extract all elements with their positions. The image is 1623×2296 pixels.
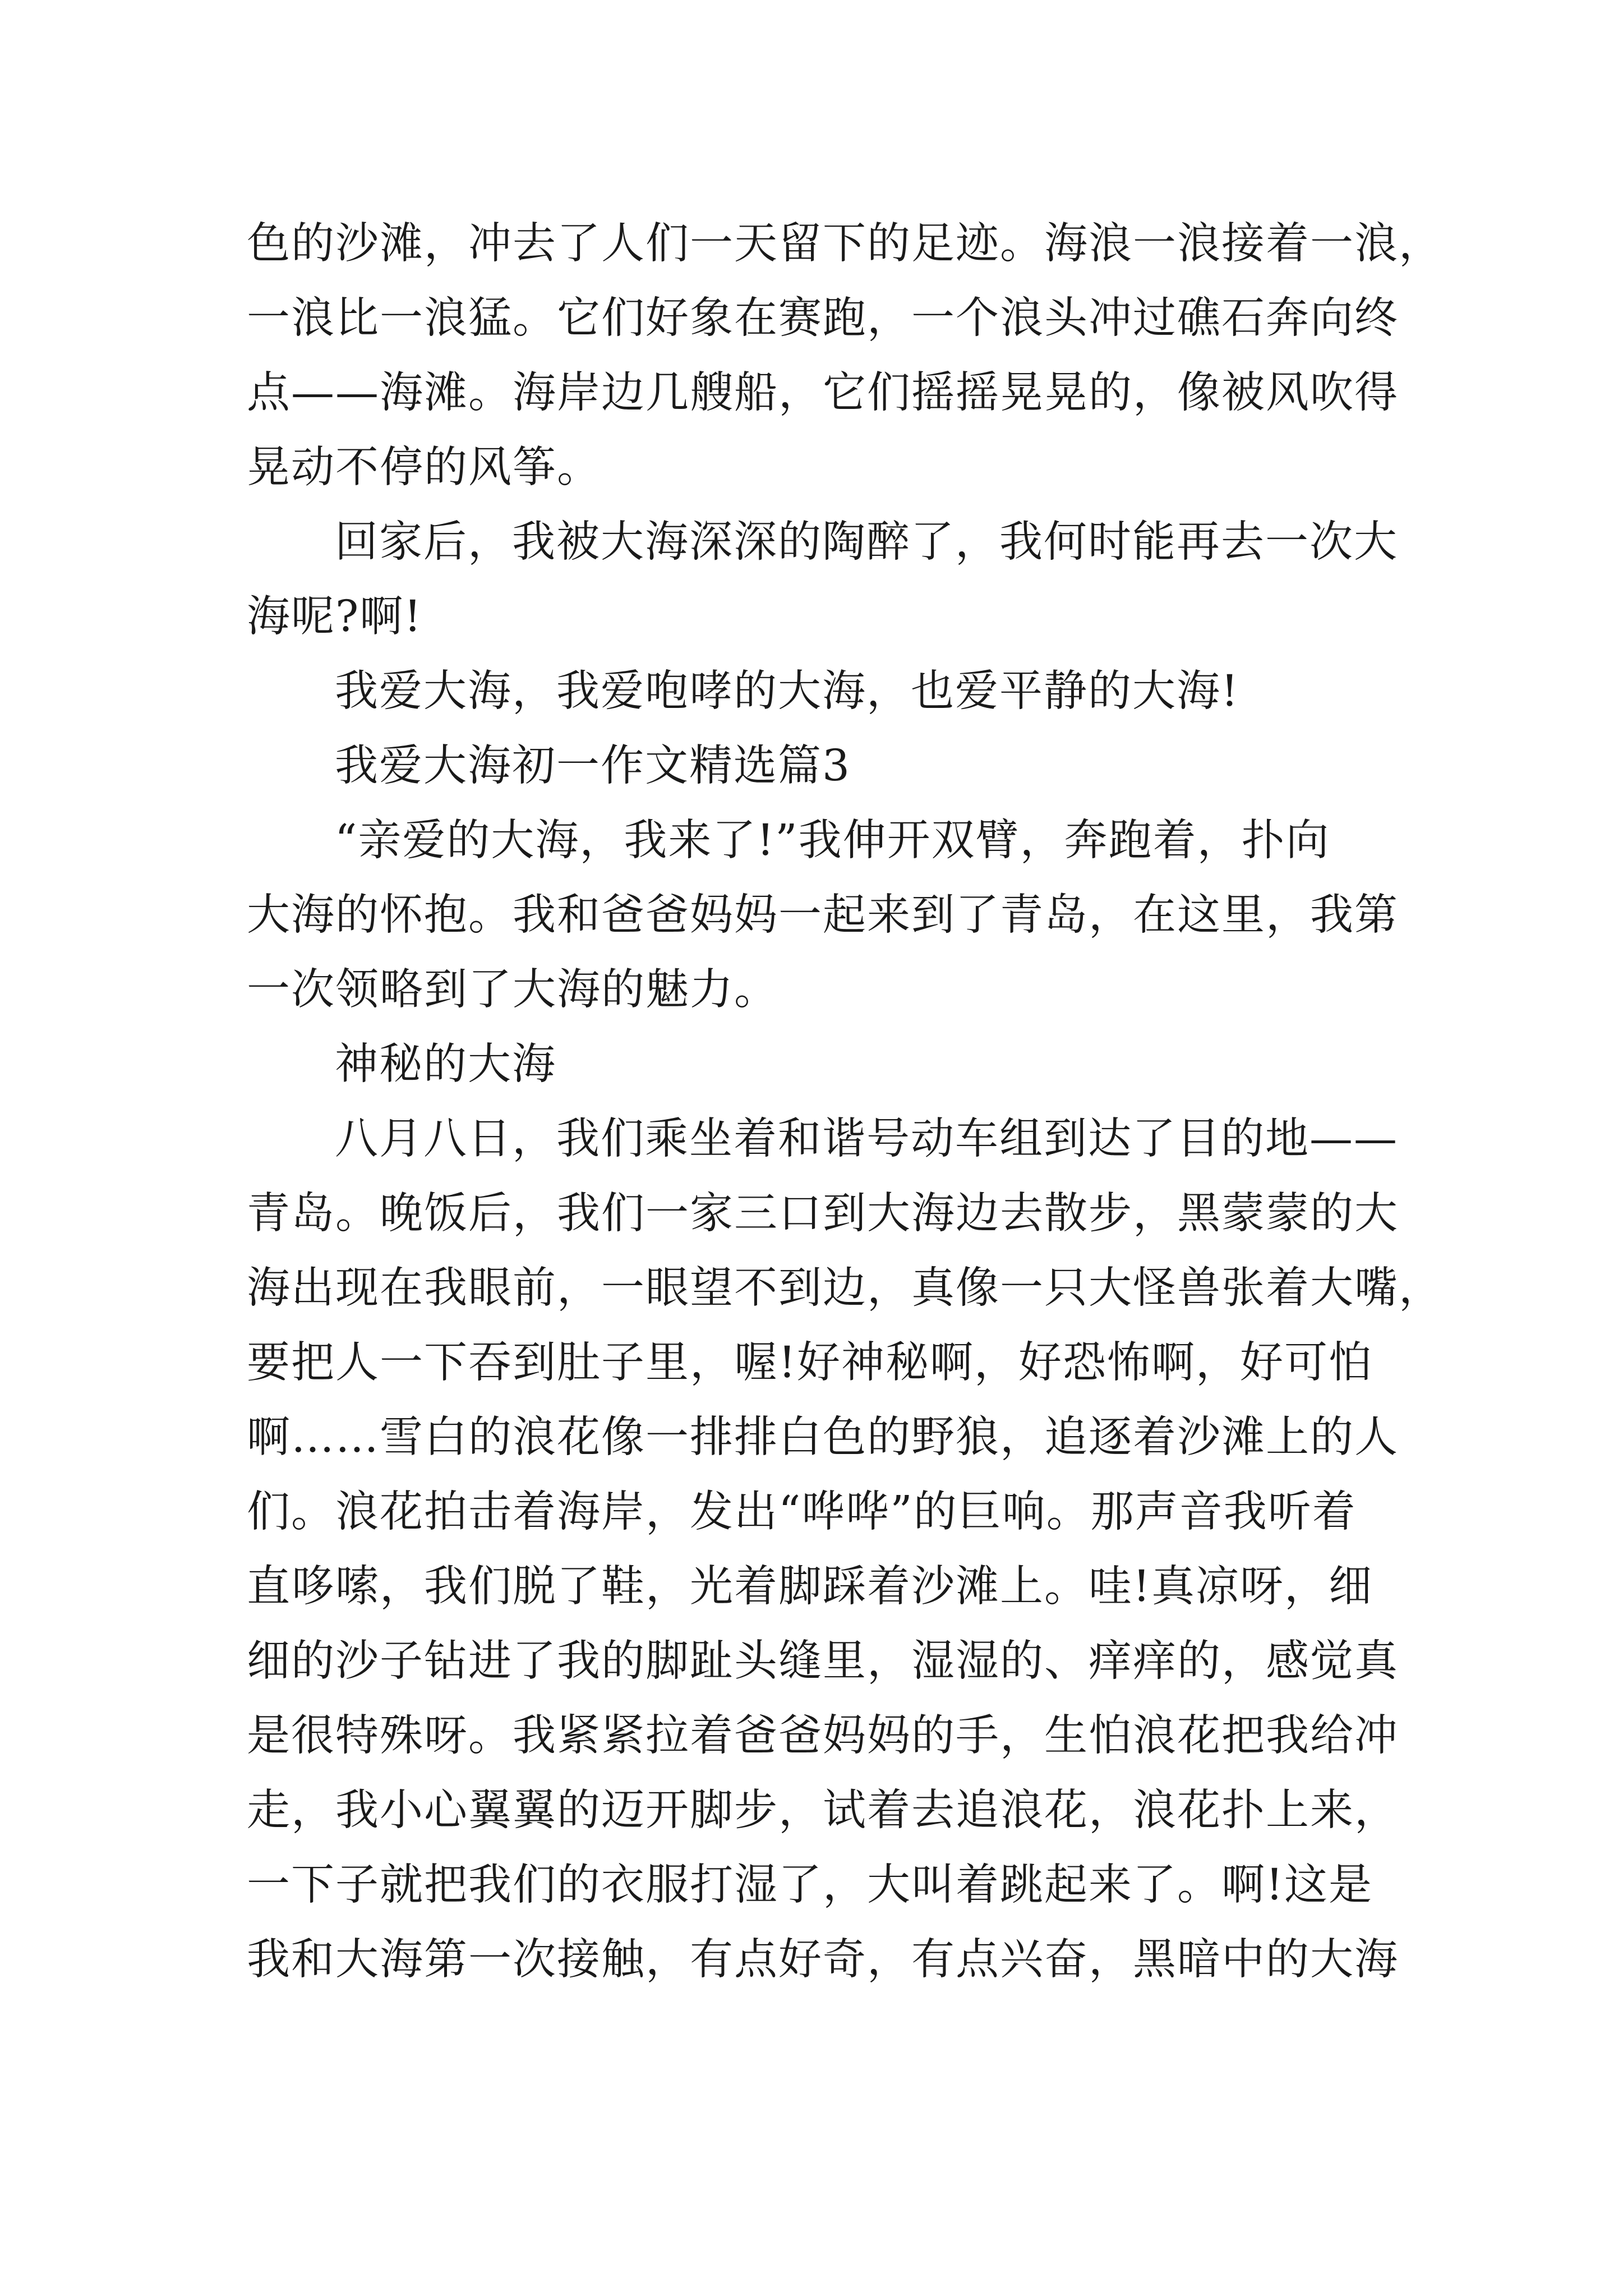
text-line: 大海的怀抱。我和爸爸妈妈一起来到了青岛，在这里，我第 [247, 890, 1399, 940]
text-line: 我爱大海，我爱咆哮的大海，也爱平静的大海! [335, 666, 1239, 716]
text-line: 直哆嗦，我们脱了鞋，光着脚踩着沙滩上。哇!真凉呀，细 [247, 1562, 1373, 1612]
text-line: 回家后，我被大海深深的陶醉了，我何时能再去一次大 [335, 517, 1398, 567]
text-line: 们。浪花拍击着海岸，发出“哗哗”的巨响。那声音我听着 [247, 1487, 1357, 1537]
text-line: 走，我小心翼翼的迈开脚步，试着去追浪花，浪花扑上来， [247, 1786, 1399, 1835]
text-line: 海呢?啊! [247, 592, 423, 642]
subheading: 神秘的大海 [335, 1039, 556, 1089]
text-line: 是很特殊呀。我紧紧拉着爸爸妈妈的手，生怕浪花把我给冲 [247, 1711, 1399, 1761]
text-line: 八月八日，我们乘坐着和谐号动车组到达了目的地—— [335, 1114, 1398, 1164]
text-line: 一下子就把我们的衣服打湿了，大叫着跳起来了。啊!这是 [247, 1860, 1373, 1910]
text-line: “亲爱的大海，我来了!”我伸开双臂，奔跑着，扑向 [335, 816, 1330, 866]
text-line: 色的沙滩，冲去了人们一天留下的足迹。海浪一浪接着一浪， [247, 219, 1443, 269]
text-line: 我和大海第一次接触，有点好奇，有点兴奋，黑暗中的大海 [247, 1935, 1399, 1985]
text-line: 点——海滩。海岸边几艘船，它们摇摇晃晃的，像被风吹得 [247, 368, 1399, 418]
text-line: 细的沙子钻进了我的脚趾头缝里，湿湿的、痒痒的，感觉真 [247, 1636, 1399, 1686]
text-line: 海出现在我眼前，一眼望不到边，真像一只大怪兽张着大嘴， [247, 1263, 1443, 1313]
text-line: 晃动不停的风筝。 [247, 443, 601, 493]
text-line: 青岛。晚饭后，我们一家三口到大海边去散步，黑蒙蒙的大 [247, 1189, 1399, 1239]
text-line: 要把人一下吞到肚子里，喔!好神秘啊，好恐怖啊，好可怕 [247, 1338, 1373, 1388]
section-heading: 我爱大海初一作文精选篇3 [335, 741, 851, 791]
text-line: 一次领略到了大海的魅力。 [247, 965, 778, 1015]
text-line: 啊……雪白的浪花像一排排白色的野狼，追逐着沙滩上的人 [247, 1412, 1399, 1462]
text-line: 一浪比一浪猛。它们好象在赛跑，一个浪头冲过礁石奔向终 [247, 293, 1399, 343]
